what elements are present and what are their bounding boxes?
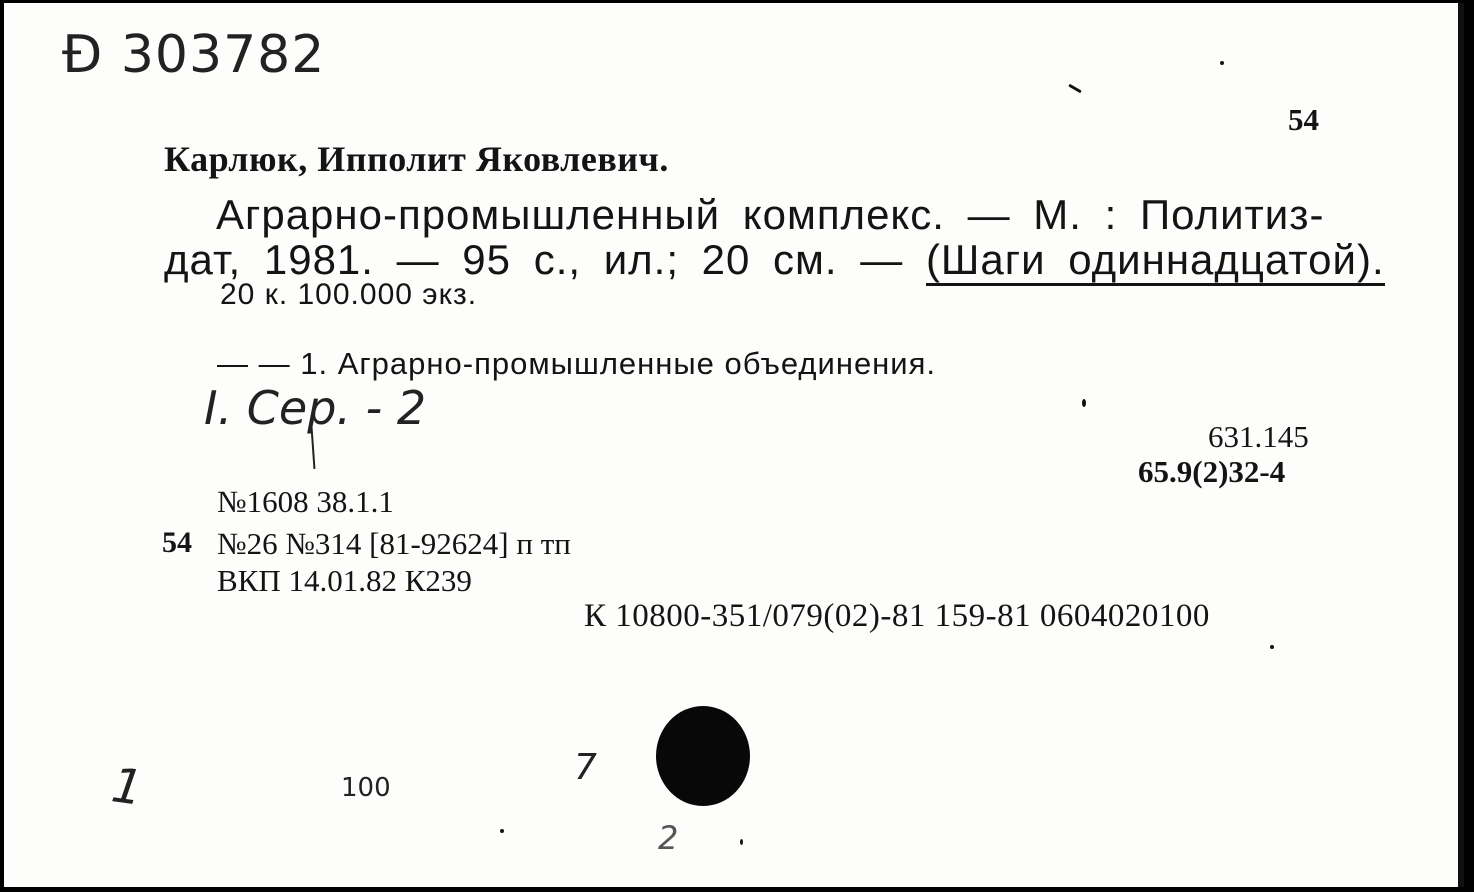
margin-mark-bottom: 2	[658, 819, 679, 857]
punch-hole	[656, 706, 750, 806]
inventory-number: Ð 303782	[62, 25, 326, 85]
series-title: (Шаги одиннадцатой).	[926, 236, 1385, 286]
registration-card-number: 54	[162, 526, 192, 559]
price-and-print-run: 20 к. 100.000 экз.	[220, 278, 478, 311]
publishing-code: К 10800-351/079(02)-81 159-81 0604020100	[584, 598, 1210, 634]
speck	[740, 839, 743, 845]
speck	[1068, 84, 1082, 94]
author-heading: Карлюк, Ипполит Яковлевич.	[164, 139, 669, 179]
handwritten-series-note	[204, 381, 426, 435]
subject-heading: — — 1. Аграрно-промышленные объединения.	[217, 346, 937, 381]
title-line-2	[164, 236, 1385, 284]
registration-line-3: ВКП 14.01.82 К239	[217, 563, 472, 598]
handwritten-series-text: I. Сер. - 2	[204, 381, 427, 435]
bbk-index: 65.9(2)32-4	[1138, 454, 1286, 489]
speck	[1220, 61, 1224, 65]
margin-mark-right: 7	[574, 747, 597, 788]
catalog-card	[4, 3, 1464, 887]
margin-mark-center: 100	[341, 773, 391, 803]
speck	[1082, 399, 1086, 407]
card-number: 54	[1288, 102, 1319, 137]
registration-line-1: №1608 38.1.1	[217, 484, 394, 519]
udc-index: 631.145	[1208, 419, 1309, 454]
registration-line-2: №26 №314 [81-92624] п тп	[217, 526, 571, 561]
margin-mark-left: 1	[108, 757, 147, 817]
imprint-text: дат, 1981. — 95 с., ил.; 20 см. —	[164, 236, 926, 283]
speck	[1270, 645, 1274, 649]
title-line-1: Аграрно-промышленный комплекс. — М. : Политиз-	[216, 191, 1325, 238]
speck	[500, 829, 504, 833]
